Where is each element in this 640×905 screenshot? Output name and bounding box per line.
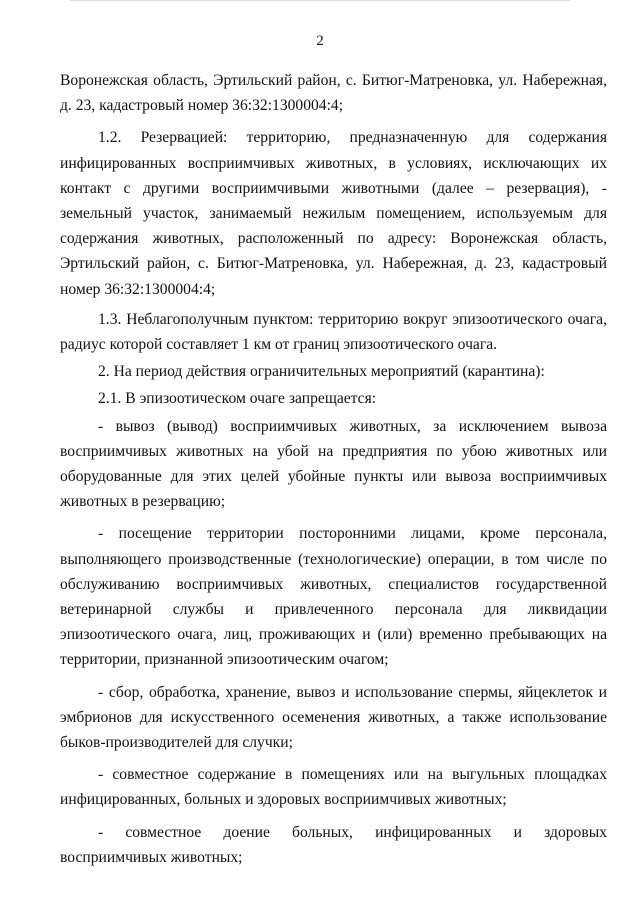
- list-item-joint-keeping: - совместное содержание в помещениях или на выгульных площадках инфицированных, больных и здоровых восприимчивых животных;: [60, 766, 607, 809]
- list-item-sperm-collection: - сбор, обработка, хранение, вывоз и использование спермы, яйцеклеток и эмбрионов для искусственного осеменения животных, а также использование быков-производителей для случки;: [60, 683, 607, 752]
- paragraph-2-1-prohibited: 2.1. В эпизоотическом очаге запрещается:: [98, 390, 377, 408]
- paragraph-1-3-unfavorable-point: 1.3. Неблагополучным пунктом: территорию вокруг эпизоотического очага, радиус которой составляет 1 км от границ эпизоотического очага.: [60, 310, 607, 354]
- paragraph-2-quarantine-period: 2. На период действия ограничительных мероприятий (карантина):: [98, 363, 545, 381]
- scan-edge-line: [70, 0, 570, 1]
- list-item-visiting-territory: - посещение территории посторонними лицами, кроме персонала, выполняющего производственные (технологические) операции, в том числе по обслуживанию восприимчивых животных, специалистов государственной ветеринарной службы и привлеченного персонала для ликвидации эпизоотического очага, лиц, проживающих и (или) временно пребывающих на территории, признанной эпизоотическим очагом;: [60, 525, 607, 669]
- list-item-export-animals: - вывоз (вывод) восприимчивых животных, за исключением вывоза восприимчивых животных на убой на предприятия по убою животных или оборудованные для этих целей убойные пункты или вывоза восприимчивых животных в резервацию;: [60, 417, 607, 511]
- paragraph-1-2-reservation: 1.2. Резервацией: территорию, предназначенную для содержания инфицированных восприимчивых животных, в условиях, исключающих их контакт с другими восприимчивыми животными (далее – резервация), - земельный участок, занимаемый нежилым помещением, используемым для содержания животных, расположенный по адресу: Воронежская область, Эртильский район, с. Битюг-Матреновка, ул. Набережная, д. 23, кадастровый номер 36:32:1300004:4;: [60, 129, 607, 298]
- list-item-joint-milking: - совместное доение больных, инфицированных и здоровых восприимчивых животных;: [60, 823, 607, 866]
- page-number: 2: [316, 33, 324, 49]
- document-body: [60, 68, 607, 870]
- paragraph-address-continuation: Воронежская область, Эртильский район, с. Битюг-Матреновка, ул. Набережная, д. 23, кадастровый номер 36:32:1300004:4;: [60, 72, 607, 115]
